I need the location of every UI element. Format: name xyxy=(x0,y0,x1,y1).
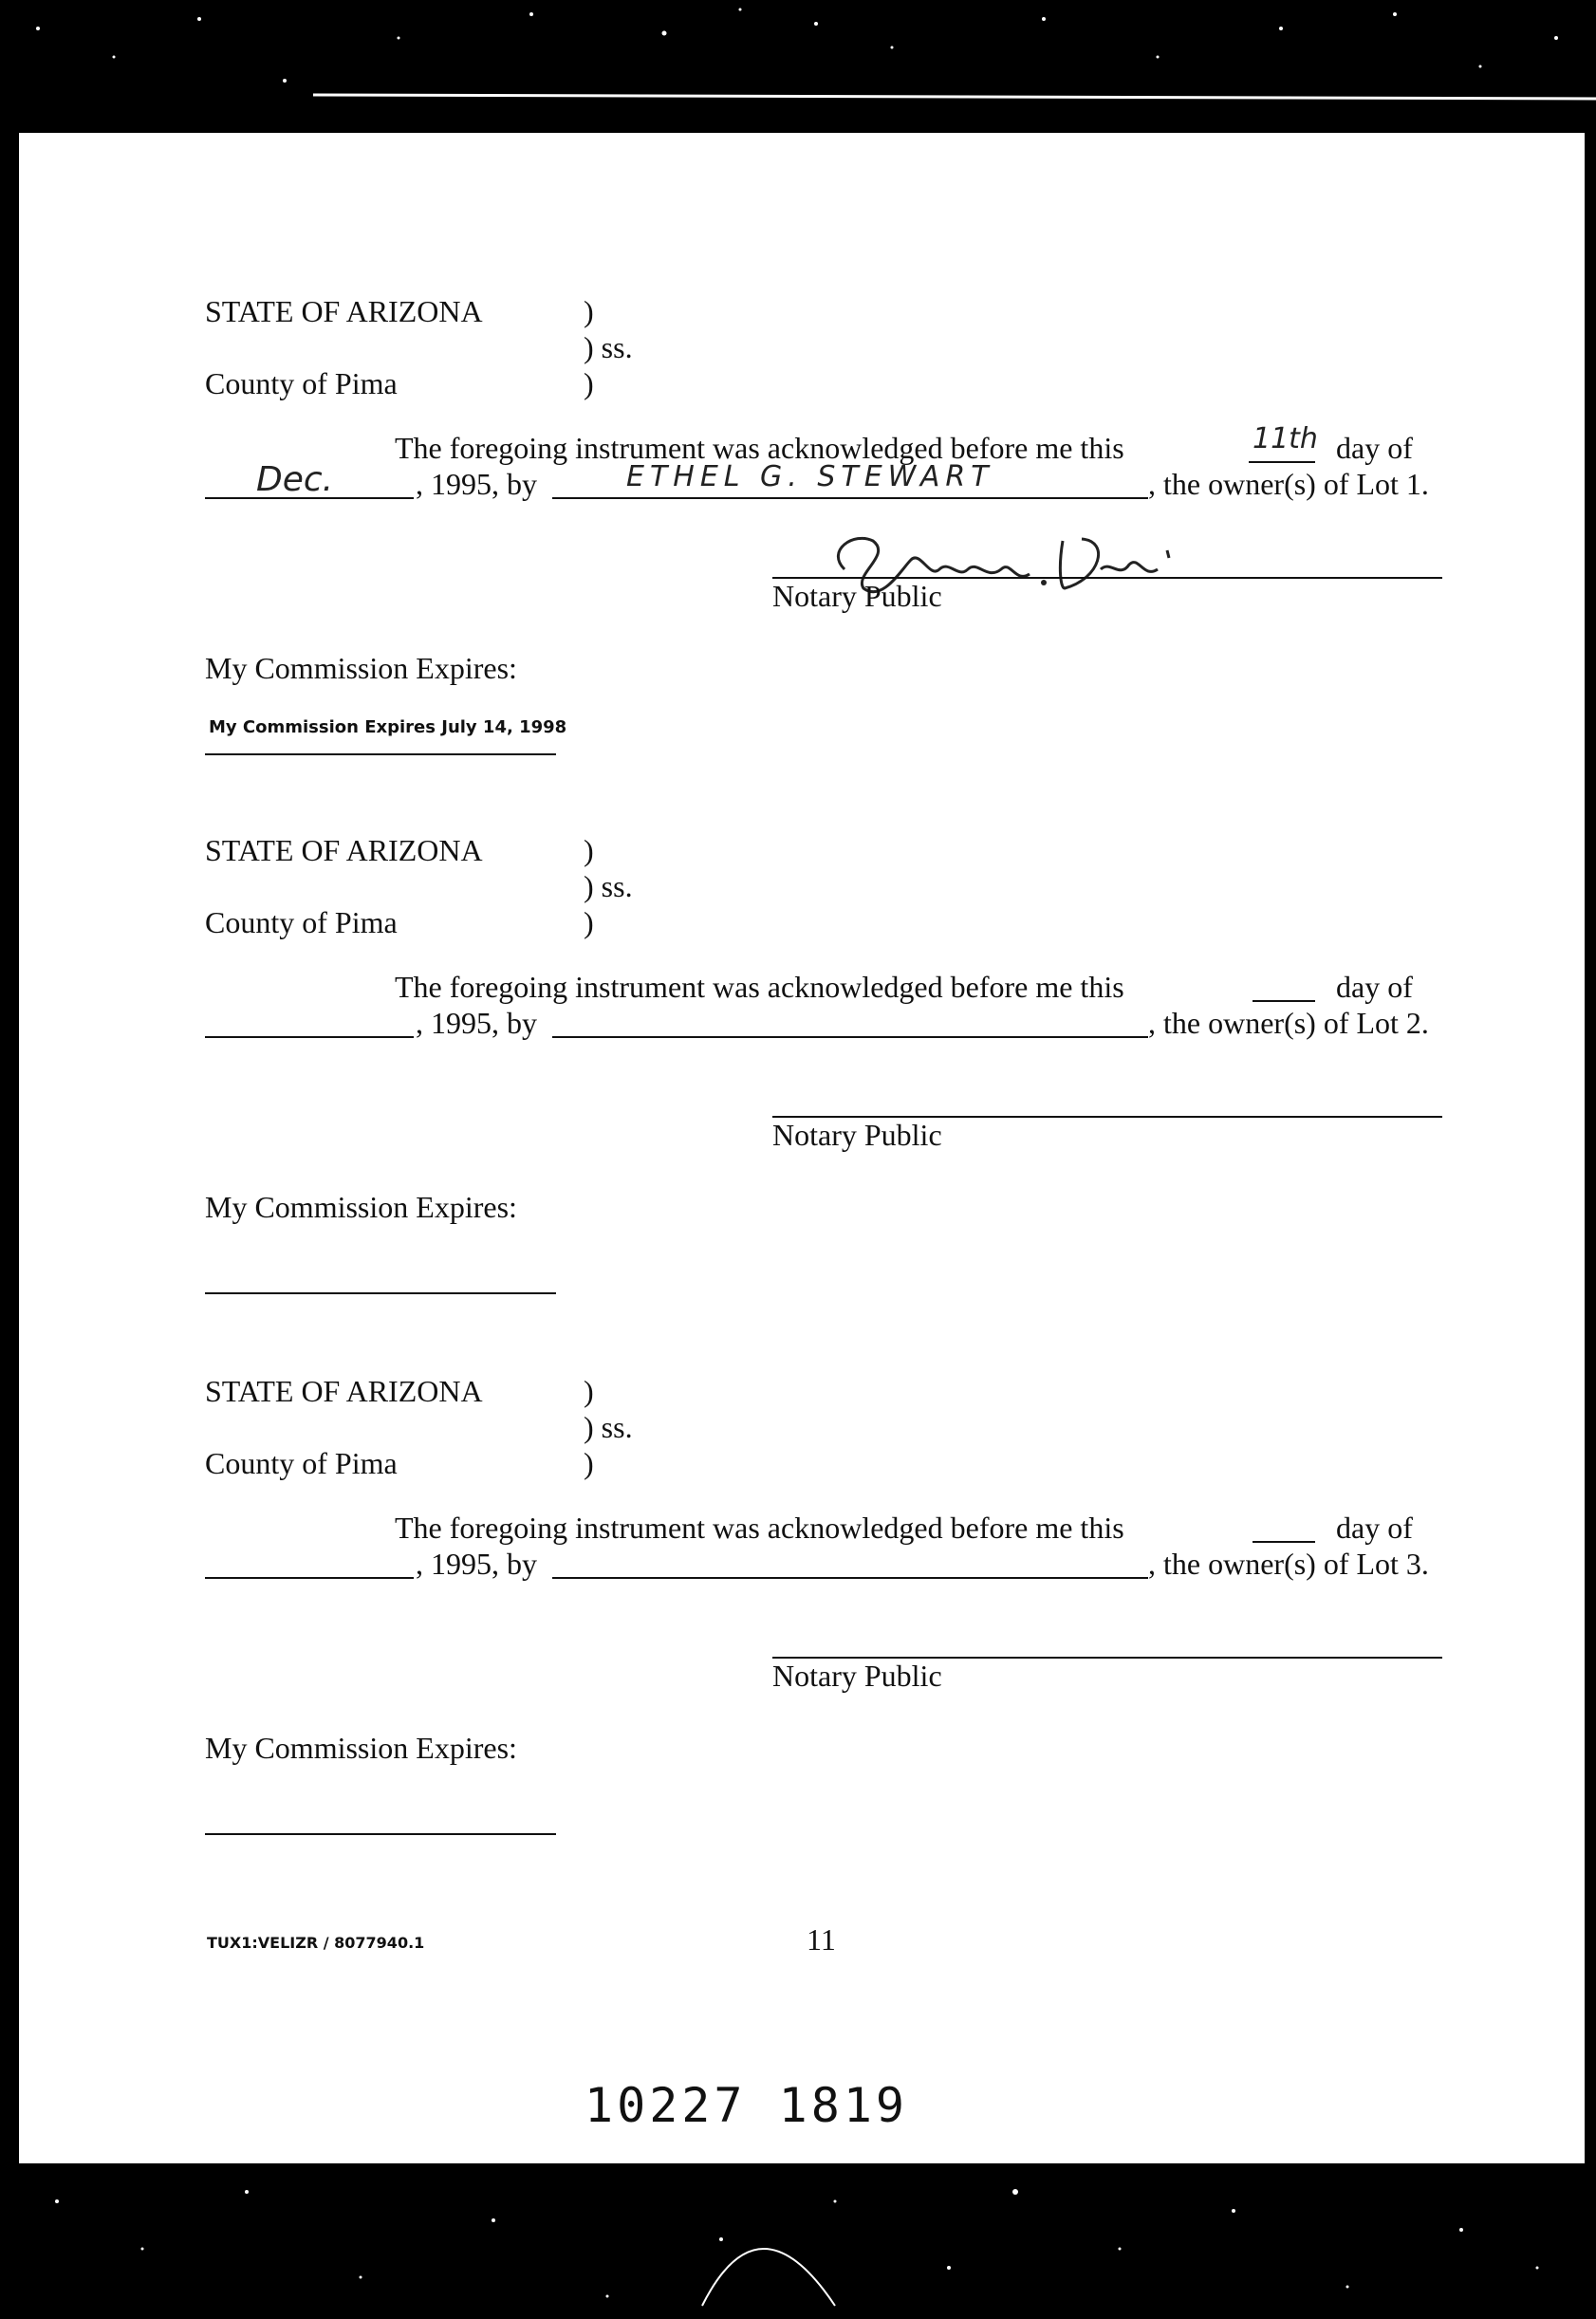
month-handwritten-1: Dec. xyxy=(256,460,334,499)
paren-2b: ) xyxy=(584,905,594,939)
ack-line1-end-1: day of xyxy=(1336,431,1413,465)
file-reference: TUX1:VELIZR / 8077940.1 xyxy=(207,1934,425,1952)
ack-line2-year-1: , 1995, by xyxy=(416,467,537,501)
ack-line1-end-2: day of xyxy=(1336,970,1413,1004)
notary-label-1: Notary Public xyxy=(772,579,942,613)
owner-blank-2 xyxy=(552,1036,1148,1038)
ack-line1-text-1: The foregoing instrument was acknowledged before me this xyxy=(395,431,1124,465)
commission-label-3: My Commission Expires: xyxy=(205,1731,517,1765)
day-blank-1 xyxy=(1249,461,1315,463)
commission-label-2: My Commission Expires: xyxy=(205,1190,517,1224)
commission-line-2 xyxy=(205,1292,556,1294)
month-blank-2 xyxy=(205,1036,414,1038)
state-label-1: STATE OF ARIZONA xyxy=(205,294,483,328)
paren-1b: ) xyxy=(584,366,594,400)
day-blank-2 xyxy=(1253,1000,1315,1002)
county-label-3: County of Pima xyxy=(205,1446,398,1480)
notary-label-3: Notary Public xyxy=(772,1659,942,1693)
commission-line-3 xyxy=(205,1833,556,1835)
day-handwritten-1: 11th xyxy=(1253,422,1318,455)
commission-line-1 xyxy=(205,753,556,755)
owner-blank-3 xyxy=(552,1577,1148,1579)
commission-stamp-1: My Commission Expires July 14, 1998 xyxy=(209,717,567,737)
commission-label-1: My Commission Expires: xyxy=(205,651,517,685)
page-number: 11 xyxy=(807,1922,836,1957)
owner-blank-1 xyxy=(552,497,1148,499)
paren-1a: ) xyxy=(584,294,594,328)
ack-line1-text-2: The foregoing instrument was acknowledged before me this xyxy=(395,970,1124,1004)
month-blank-3 xyxy=(205,1577,414,1579)
ss-label-1: ) ss. xyxy=(584,330,633,364)
ss-label-3: ) ss. xyxy=(584,1410,633,1444)
recording-number: 10227 1819 xyxy=(585,2078,909,2133)
day-blank-3 xyxy=(1253,1541,1315,1543)
ack-line2-year-3: , 1995, by xyxy=(416,1547,537,1581)
paren-3b: ) xyxy=(584,1446,594,1480)
county-label-1: County of Pima xyxy=(205,366,398,400)
ack-line2-end-1: , the owner(s) of Lot 1. xyxy=(1148,467,1429,501)
owner-handwritten-1: ETHEL G. STEWART xyxy=(626,460,994,493)
notary-label-2: Notary Public xyxy=(772,1118,942,1152)
document-page xyxy=(19,133,1585,2163)
county-label-2: County of Pima xyxy=(205,905,398,939)
ack-line2-year-2: , 1995, by xyxy=(416,1006,537,1040)
state-label-3: STATE OF ARIZONA xyxy=(205,1374,483,1408)
scan-border-top xyxy=(0,0,1596,133)
ack-line1-text-3: The foregoing instrument was acknowledged before me this xyxy=(395,1511,1124,1545)
ack-line2-end-2: , the owner(s) of Lot 2. xyxy=(1148,1006,1429,1040)
scan-border-bottom xyxy=(0,2163,1596,2319)
state-label-2: STATE OF ARIZONA xyxy=(205,833,483,867)
paren-3a: ) xyxy=(584,1374,594,1408)
paren-2a: ) xyxy=(584,833,594,867)
ack-line2-end-3: , the owner(s) of Lot 3. xyxy=(1148,1547,1429,1581)
ack-line1-end-3: day of xyxy=(1336,1511,1413,1545)
ss-label-2: ) ss. xyxy=(584,869,633,903)
